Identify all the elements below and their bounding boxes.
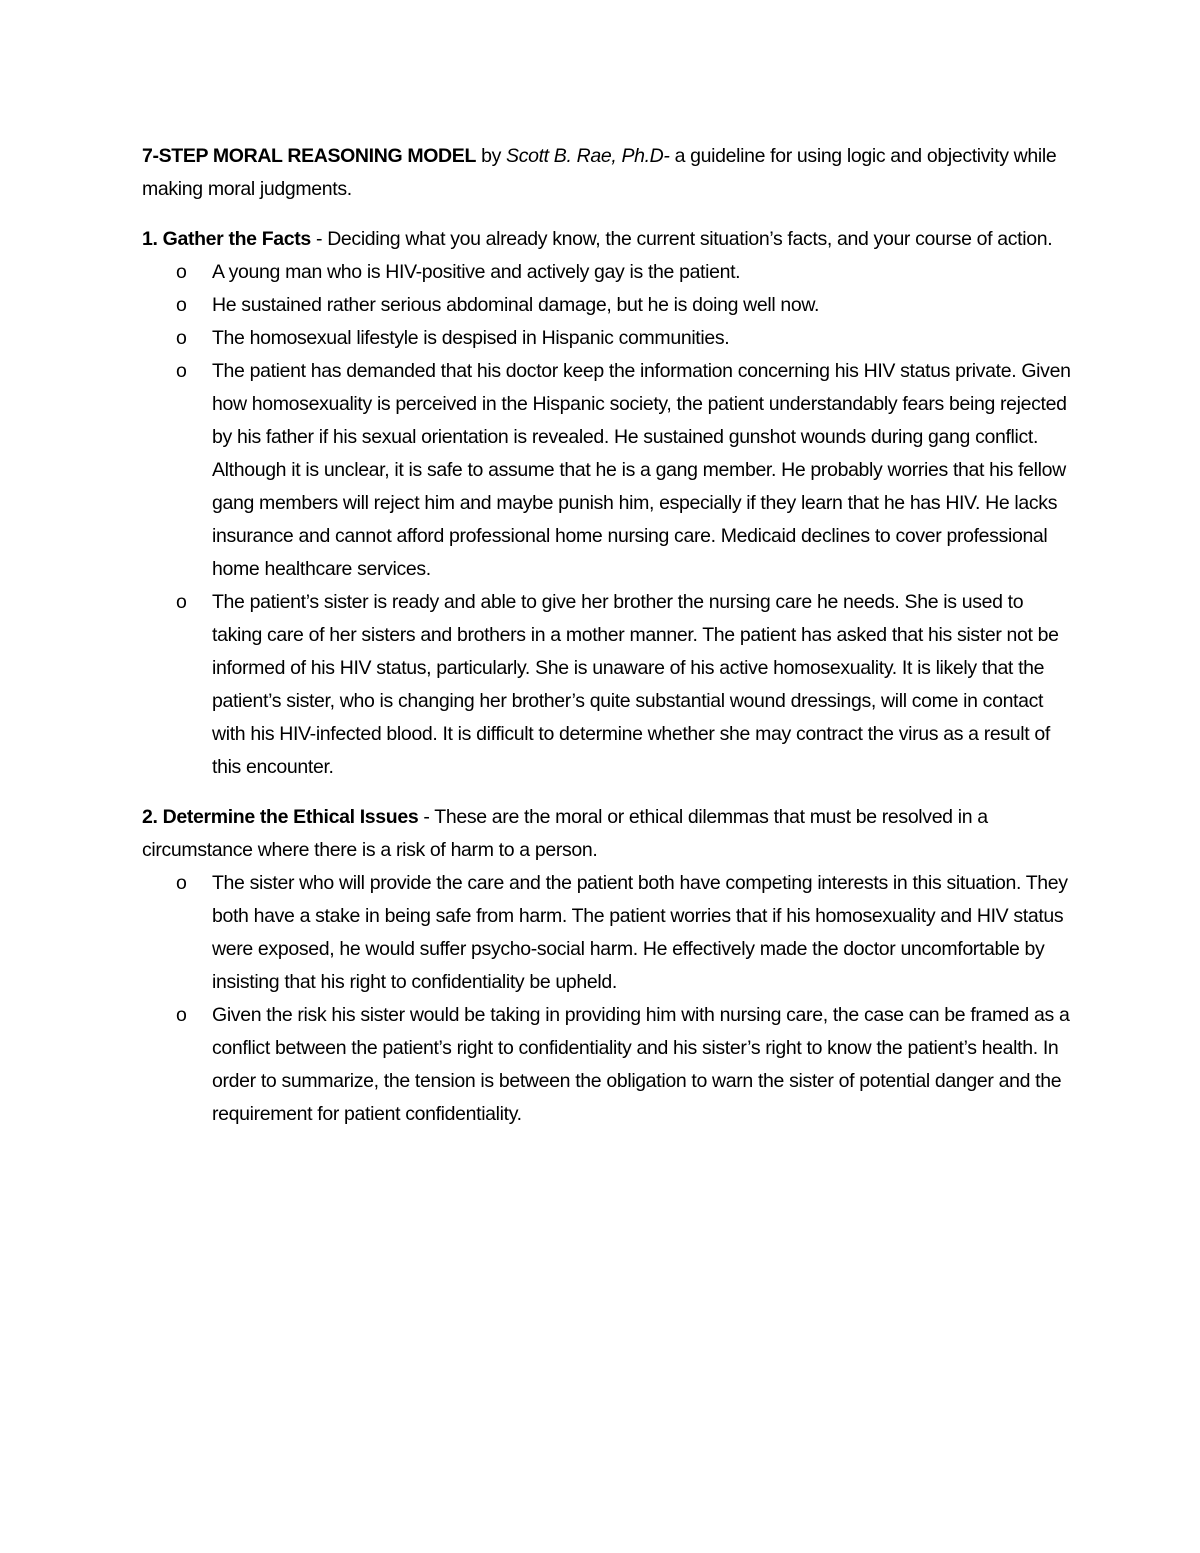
list-item-text: A young man who is HIV-positive and actively gay is the patient. [212, 261, 741, 283]
section-description: - Deciding what you already know, the current situation’s facts, and your course of action. [310, 228, 1053, 250]
title-by: by [476, 145, 507, 167]
section-heading: 1. Gather the Facts [142, 228, 311, 250]
section-intro [142, 223, 1072, 256]
list-item [142, 999, 1072, 1131]
document-intro [142, 140, 1072, 206]
bullet-marker: o [176, 591, 187, 613]
bullet-marker: o [176, 360, 187, 382]
section-gather-facts [142, 223, 1072, 784]
section-intro [142, 801, 1072, 867]
list-item-text: The patient has demanded that his doctor keep the information concerning his HIV status private. Given how homosexuality is perceived in the Hispanic society, the patient understandably fears being rejected by his father if his sexual orientation is revealed. He sustained gunshot wounds during gang conflict. Although it is unclear, it is safe to assume that he is a gang member. He probably worries that his fellow gang members will reject him and maybe punish him, especially if they learn that he has HIV. He lacks insurance and cannot afford professional home nursing care. Medicaid declines to cover professional home healthcare services. [212, 360, 1071, 580]
document-body [142, 140, 1072, 1148]
list-item [142, 355, 1072, 586]
list-item-text: The sister who will provide the care and the patient both have competing interests in this situation. They both have a stake in being safe from harm. The patient worries that if his homosexuality and HIV status were exposed, he would suffer psycho-social harm. He effectively made the doctor uncomfortable by insisting that his right to confidentiality be upheld. [212, 872, 1068, 993]
bullet-list [142, 256, 1072, 784]
section-description: - These are the moral or ethical dilemmas that must be resolved in a circumstance where there is a risk of harm to a person. [142, 806, 988, 861]
section-ethical-issues [142, 801, 1072, 1131]
document-title: 7-STEP MORAL REASONING MODEL [142, 145, 477, 167]
list-item [142, 289, 1072, 322]
list-item-text: The patient’s sister is ready and able to give her brother the nursing care he needs. She is used to taking care of her sisters and brothers in a mother manner. The patient has asked that his sister not be informed of his HIV status, particularly. She is unaware of his active homosexuality. It is likely that the patient’s sister, who is changing her brother’s quite substantial wound dressings, will come in contact with his HIV-infected blood. It is difficult to determine whether she may contract the virus as a result of this encounter. [212, 591, 1059, 778]
list-item-text: He sustained rather serious abdominal damage, but he is doing well now. [212, 294, 820, 316]
list-item [142, 867, 1072, 999]
list-item [142, 322, 1072, 355]
author-name: Scott B. Rae, Ph.D- [506, 145, 670, 167]
bullet-marker: o [176, 872, 187, 894]
list-item-text: Given the risk his sister would be taking in providing him with nursing care, the case can be framed as a conflict between the patient’s right to confidentiality and his sister’s right to know the patient’s health. In order to summarize, the tension is between the obligation to warn the sister of potential danger and the requirement for patient confidentiality. [212, 1004, 1070, 1125]
bullet-marker: o [176, 1004, 187, 1026]
list-item-text: The homosexual lifestyle is despised in Hispanic communities. [212, 327, 730, 349]
bullet-marker: o [176, 261, 187, 283]
bullet-marker: o [176, 294, 187, 316]
list-item [142, 256, 1072, 289]
section-heading: 2. Determine the Ethical Issues [142, 806, 419, 828]
bullet-list [142, 867, 1072, 1131]
title-description: a guideline for using logic and objectivity while making moral judgments. [142, 145, 1057, 200]
list-item [142, 586, 1072, 784]
bullet-marker: o [176, 327, 187, 349]
